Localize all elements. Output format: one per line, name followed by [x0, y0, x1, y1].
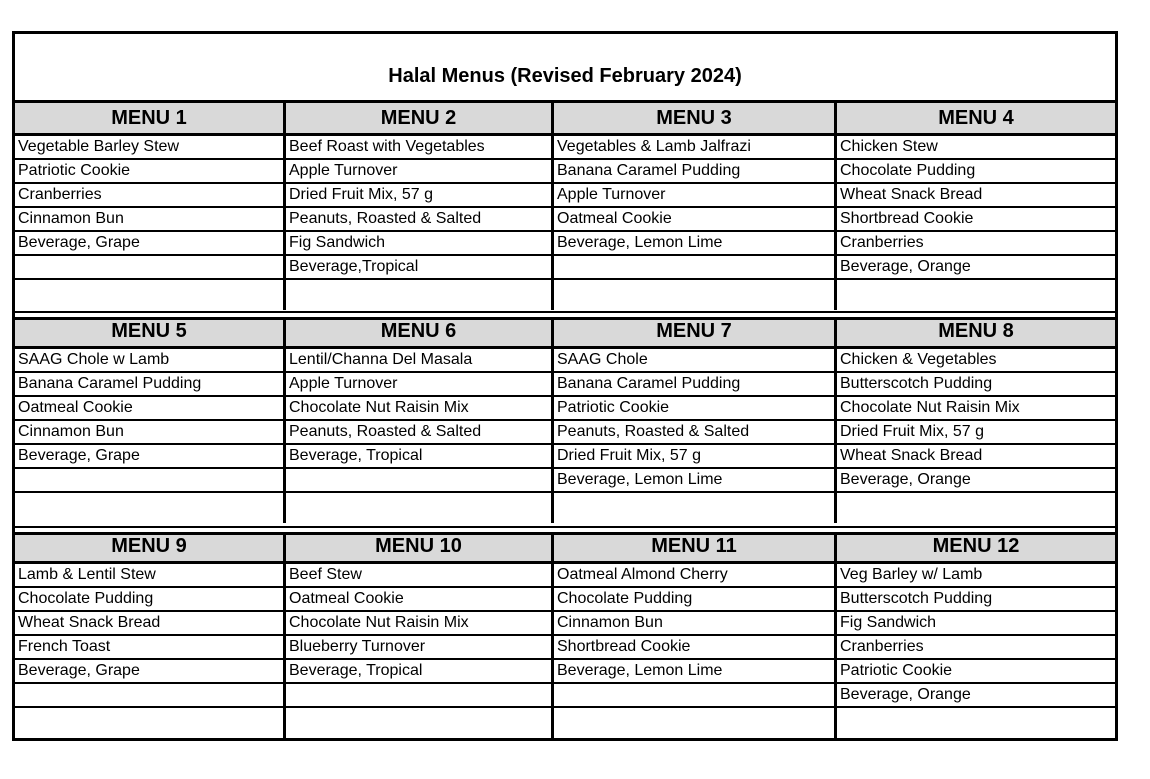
sheet-title: Halal Menus (Revised February 2024): [388, 65, 742, 87]
menu-item: [15, 493, 283, 517]
menu-item: [286, 708, 551, 732]
title-row: [15, 34, 1115, 103]
menu-item: Patriotic Cookie: [15, 160, 283, 184]
menu-item: Beef Roast with Vegetables: [286, 136, 551, 160]
menu-item: [15, 256, 283, 280]
menu-column: [551, 103, 834, 310]
menu-header: MENU 8: [837, 316, 1115, 349]
menu-item: Beverage, Orange: [837, 256, 1115, 280]
menu-item: Dried Fruit Mix, 57 g: [554, 445, 834, 469]
menu-item: Cinnamon Bun: [15, 208, 283, 232]
menu-column: [15, 316, 283, 523]
menu-item: Patriotic Cookie: [837, 660, 1115, 684]
menu-item: Beverage, Lemon Lime: [554, 660, 834, 684]
menu-column: [551, 531, 834, 738]
menu-header: MENU 5: [15, 316, 283, 349]
menu-item: Lentil/Channa Del Masala: [286, 349, 551, 373]
menu-item: Chocolate Nut Raisin Mix: [286, 397, 551, 421]
menu-item: Wheat Snack Bread: [15, 612, 283, 636]
menu-item: [837, 493, 1115, 517]
menu-item: Oatmeal Cookie: [286, 588, 551, 612]
menu-item: Cinnamon Bun: [15, 421, 283, 445]
menu-item: Beverage, Grape: [15, 660, 283, 684]
menu-item: Butterscotch Pudding: [837, 588, 1115, 612]
menu-item: Banana Caramel Pudding: [554, 160, 834, 184]
block-separator: [15, 526, 1115, 535]
menu-item: Cranberries: [837, 232, 1115, 256]
menu-column: [283, 316, 551, 523]
menu-item: [15, 684, 283, 708]
menu-header: MENU 6: [286, 316, 551, 349]
menu-item: Chicken Stew: [837, 136, 1115, 160]
menu-item: Beverage, Grape: [15, 445, 283, 469]
menu-item: Peanuts, Roasted & Salted: [554, 421, 834, 445]
menu-item: [286, 469, 551, 493]
menu-item: Peanuts, Roasted & Salted: [286, 421, 551, 445]
menu-item: Beverage,Tropical: [286, 256, 551, 280]
menu-item: Wheat Snack Bread: [837, 445, 1115, 469]
block-separator: [15, 311, 1115, 320]
menu-header: MENU 9: [15, 531, 283, 564]
menu-column: [834, 103, 1115, 310]
menu-item: Chocolate Pudding: [15, 588, 283, 612]
menu-item: SAAG Chole w Lamb: [15, 349, 283, 373]
menu-header: MENU 12: [837, 531, 1115, 564]
menu-item: Chocolate Pudding: [554, 588, 834, 612]
menu-item: Fig Sandwich: [837, 612, 1115, 636]
menu-column: [834, 531, 1115, 738]
menu-item: Lamb & Lentil Stew: [15, 564, 283, 588]
menu-header: MENU 11: [554, 531, 834, 564]
menu-sheet: [12, 31, 1118, 741]
menu-header: MENU 7: [554, 316, 834, 349]
menu-item: Oatmeal Cookie: [554, 208, 834, 232]
menu-header: MENU 2: [286, 103, 551, 136]
menu-item: [286, 684, 551, 708]
menu-column: [15, 531, 283, 738]
menu-item: Wheat Snack Bread: [837, 184, 1115, 208]
menu-item: Chicken & Vegetables: [837, 349, 1115, 373]
menu-item: Oatmeal Almond Cherry: [554, 564, 834, 588]
menu-header: MENU 1: [15, 103, 283, 136]
menu-column: [15, 103, 283, 310]
menu-column: [283, 103, 551, 310]
menu-item: Beverage, Orange: [837, 469, 1115, 493]
menu-column: [283, 531, 551, 738]
menu-column: [551, 316, 834, 523]
menu-item: [837, 280, 1115, 304]
menu-item: Beverage, Tropical: [286, 445, 551, 469]
menu-item: Cinnamon Bun: [554, 612, 834, 636]
menu-item: [554, 684, 834, 708]
menu-block: [15, 103, 1115, 310]
menu-item: [15, 280, 283, 304]
menu-block: [15, 531, 1115, 738]
menu-item: Dried Fruit Mix, 57 g: [286, 184, 551, 208]
menu-item: [837, 708, 1115, 732]
menu-item: [554, 708, 834, 732]
menu-item: Beverage, Orange: [837, 684, 1115, 708]
menu-item: Beverage, Tropical: [286, 660, 551, 684]
menu-item: Beverage, Lemon Lime: [554, 469, 834, 493]
menu-item: Cranberries: [837, 636, 1115, 660]
menu-item: Vegetable Barley Stew: [15, 136, 283, 160]
menu-item: [554, 280, 834, 304]
menu-item: Chocolate Nut Raisin Mix: [286, 612, 551, 636]
menu-item: Cranberries: [15, 184, 283, 208]
menu-item: Veg Barley w/ Lamb: [837, 564, 1115, 588]
menu-item: Beef Stew: [286, 564, 551, 588]
menu-item: Blueberry Turnover: [286, 636, 551, 660]
menu-item: Peanuts, Roasted & Salted: [286, 208, 551, 232]
menu-item: Patriotic Cookie: [554, 397, 834, 421]
menu-item: [15, 469, 283, 493]
menu-item: Oatmeal Cookie: [15, 397, 283, 421]
menu-item: Chocolate Pudding: [837, 160, 1115, 184]
menu-item: [554, 256, 834, 280]
menu-header: MENU 4: [837, 103, 1115, 136]
menu-item: Beverage, Lemon Lime: [554, 232, 834, 256]
menu-item: [286, 493, 551, 517]
menu-item: Shortbread Cookie: [554, 636, 834, 660]
menu-item: SAAG Chole: [554, 349, 834, 373]
menu-column: [834, 316, 1115, 523]
menu-item: [554, 493, 834, 517]
menu-item: Chocolate Nut Raisin Mix: [837, 397, 1115, 421]
menu-item: Dried Fruit Mix, 57 g: [837, 421, 1115, 445]
menu-item: Apple Turnover: [286, 373, 551, 397]
menu-item: Banana Caramel Pudding: [15, 373, 283, 397]
menu-block: [15, 316, 1115, 523]
menu-item: Fig Sandwich: [286, 232, 551, 256]
menu-item: Vegetables & Lamb Jalfrazi: [554, 136, 834, 160]
menu-item: Beverage, Grape: [15, 232, 283, 256]
menu-item: [15, 708, 283, 732]
menu-item: [286, 280, 551, 304]
menu-item: Banana Caramel Pudding: [554, 373, 834, 397]
menu-header: MENU 10: [286, 531, 551, 564]
menu-item: French Toast: [15, 636, 283, 660]
menu-item: Shortbread Cookie: [837, 208, 1115, 232]
menu-item: Butterscotch Pudding: [837, 373, 1115, 397]
menu-item: Apple Turnover: [286, 160, 551, 184]
menu-header: MENU 3: [554, 103, 834, 136]
menu-item: Apple Turnover: [554, 184, 834, 208]
